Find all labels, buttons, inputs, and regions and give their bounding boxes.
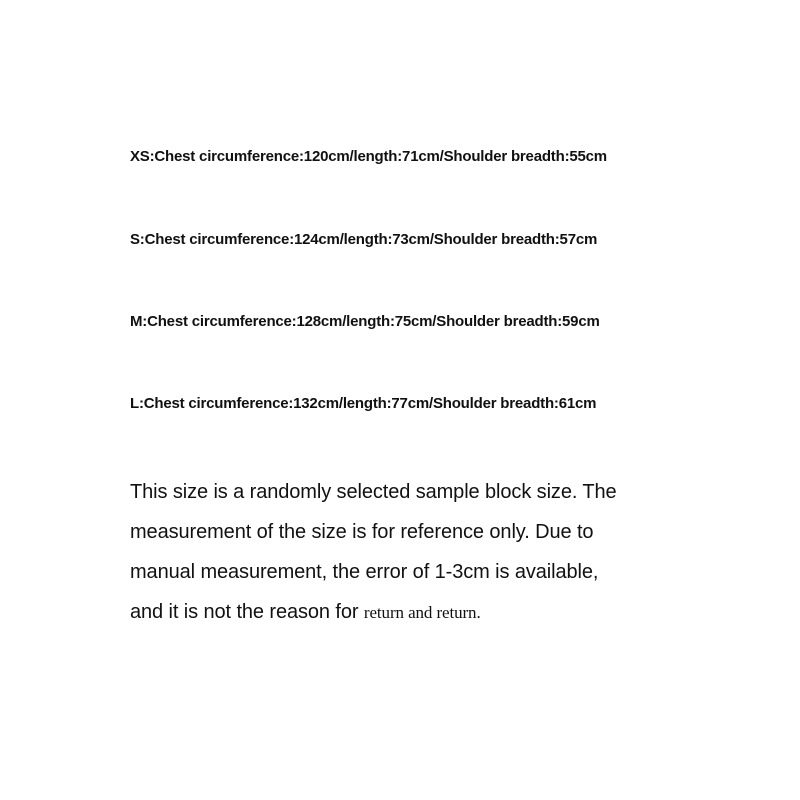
size-line-s: S:Chest circumference:124cm/length:73cm/Shoulder breadth:57cm <box>130 231 598 248</box>
note-line-4 <box>130 592 690 632</box>
note-line-2: measurement of the size is for reference only. Due to <box>130 521 594 543</box>
note-line-1: This size is a randomly selected sample block size. The <box>130 481 617 503</box>
size-line-xs: XS:Chest circumference:120cm/length:71cm/Shoulder breadth:55cm <box>130 148 607 165</box>
size-line-l: L:Chest circumference:132cm/length:77cm/Shoulder breadth:61cm <box>130 395 597 412</box>
note-line-4-start: and it is not the reason for <box>130 601 364 623</box>
note-line-4-end: return and return. <box>363 603 481 622</box>
note-line-3: manual measurement, the error of 1-3cm is available, <box>130 561 599 583</box>
size-line-m: M:Chest circumference:128cm/length:75cm/Shoulder breadth:59cm <box>130 313 600 330</box>
measurement-note <box>130 472 690 632</box>
